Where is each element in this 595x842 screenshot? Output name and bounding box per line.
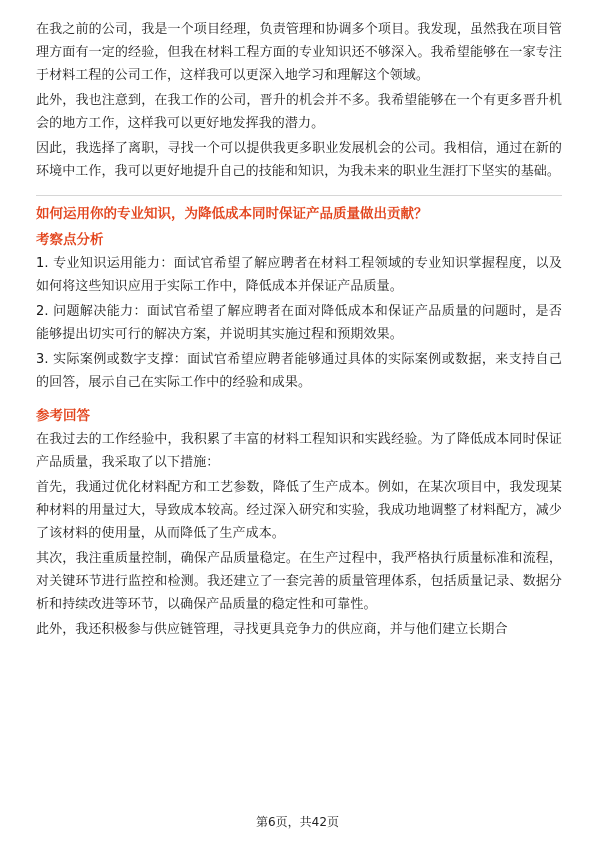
question-heading: 如何运用你的专业知识，为降低成本同时保证产品质量做出贡献？: [36, 206, 428, 222]
intro-paragraph-1: 在我之前的公司，我是一个项目经理，负责管理和协调多个项目。我发现，虽然我在项目管理方面有一定的经验，但我在材料工程方面的专业知识还不够深入。我希望能够在一家专注于材料工程的公司工作，这样我可以更深入地学习和理解这个领域。: [36, 22, 562, 83]
page-content: [36, 18, 562, 643]
intro-paragraph-3: 因此，我选择了离职，寻找一个可以提供我更多职业发展机会的公司。我相信，通过在新的环境中工作，我可以更好地提升自己的技能和知识，为我未来的职业生涯打下坚实的基础。: [36, 141, 562, 179]
answer-label: 参考回答: [36, 408, 90, 424]
answer-paragraph-2: 首先，我通过优化材料配方和工艺参数，降低了生产成本。例如，在某次项目中，我发现某种材料的用量过大，导致成本较高。经过深入研究和实验，我成功地调整了材料配方，减少了该材料的使用量，从而降低了生产成本。: [36, 480, 562, 541]
analysis-item-1: 1. 专业知识运用能力：面试官希望了解应聘者在材料工程领域的专业知识掌握程度，以及如何将这些知识应用于实际工作中，降低成本并保证产品质量。: [36, 256, 562, 294]
analysis-label: 考察点分析: [36, 232, 104, 248]
section-gap: [36, 396, 562, 404]
intro-paragraph-2: 此外，我也注意到，在我工作的公司，晋升的机会并不多。我希望能够在一个有更多晋升机会的地方工作，这样我可以更好地发挥我的潜力。: [36, 93, 562, 131]
analysis-item-3: 3. 实际案例或数字支撑：面试官希望应聘者能够通过具体的实际案例或数据，来支持自己的回答，展示自己在实际工作中的经验和成果。: [36, 352, 562, 390]
answer-paragraph-1: 在我过去的工作经验中，我积累了丰富的材料工程知识和实践经验。为了降低成本同时保证产品质量，我采取了以下措施：: [36, 432, 562, 470]
page-number: 第6页，共42页: [256, 815, 339, 829]
answer-paragraph-4: 此外，我还积极参与供应链管理，寻找更具竞争力的供应商，并与他们建立长期合: [36, 622, 508, 637]
section-divider: [36, 195, 562, 196]
answer-paragraph-3: 其次，我注重质量控制，确保产品质量稳定。在生产过程中，我严格执行质量标准和流程，对关键环节进行监控和检测。我还建立了一套完善的质量管理体系，包括质量记录、数据分析和持续改进等环节，以确保产品质量的稳定性和可靠性。: [36, 551, 562, 612]
analysis-item-2: 2. 问题解决能力：面试官希望了解应聘者在面对降低成本和保证产品质量的问题时，是否能够提出切实可行的解决方案，并说明其实施过程和预期效果。: [36, 304, 562, 342]
